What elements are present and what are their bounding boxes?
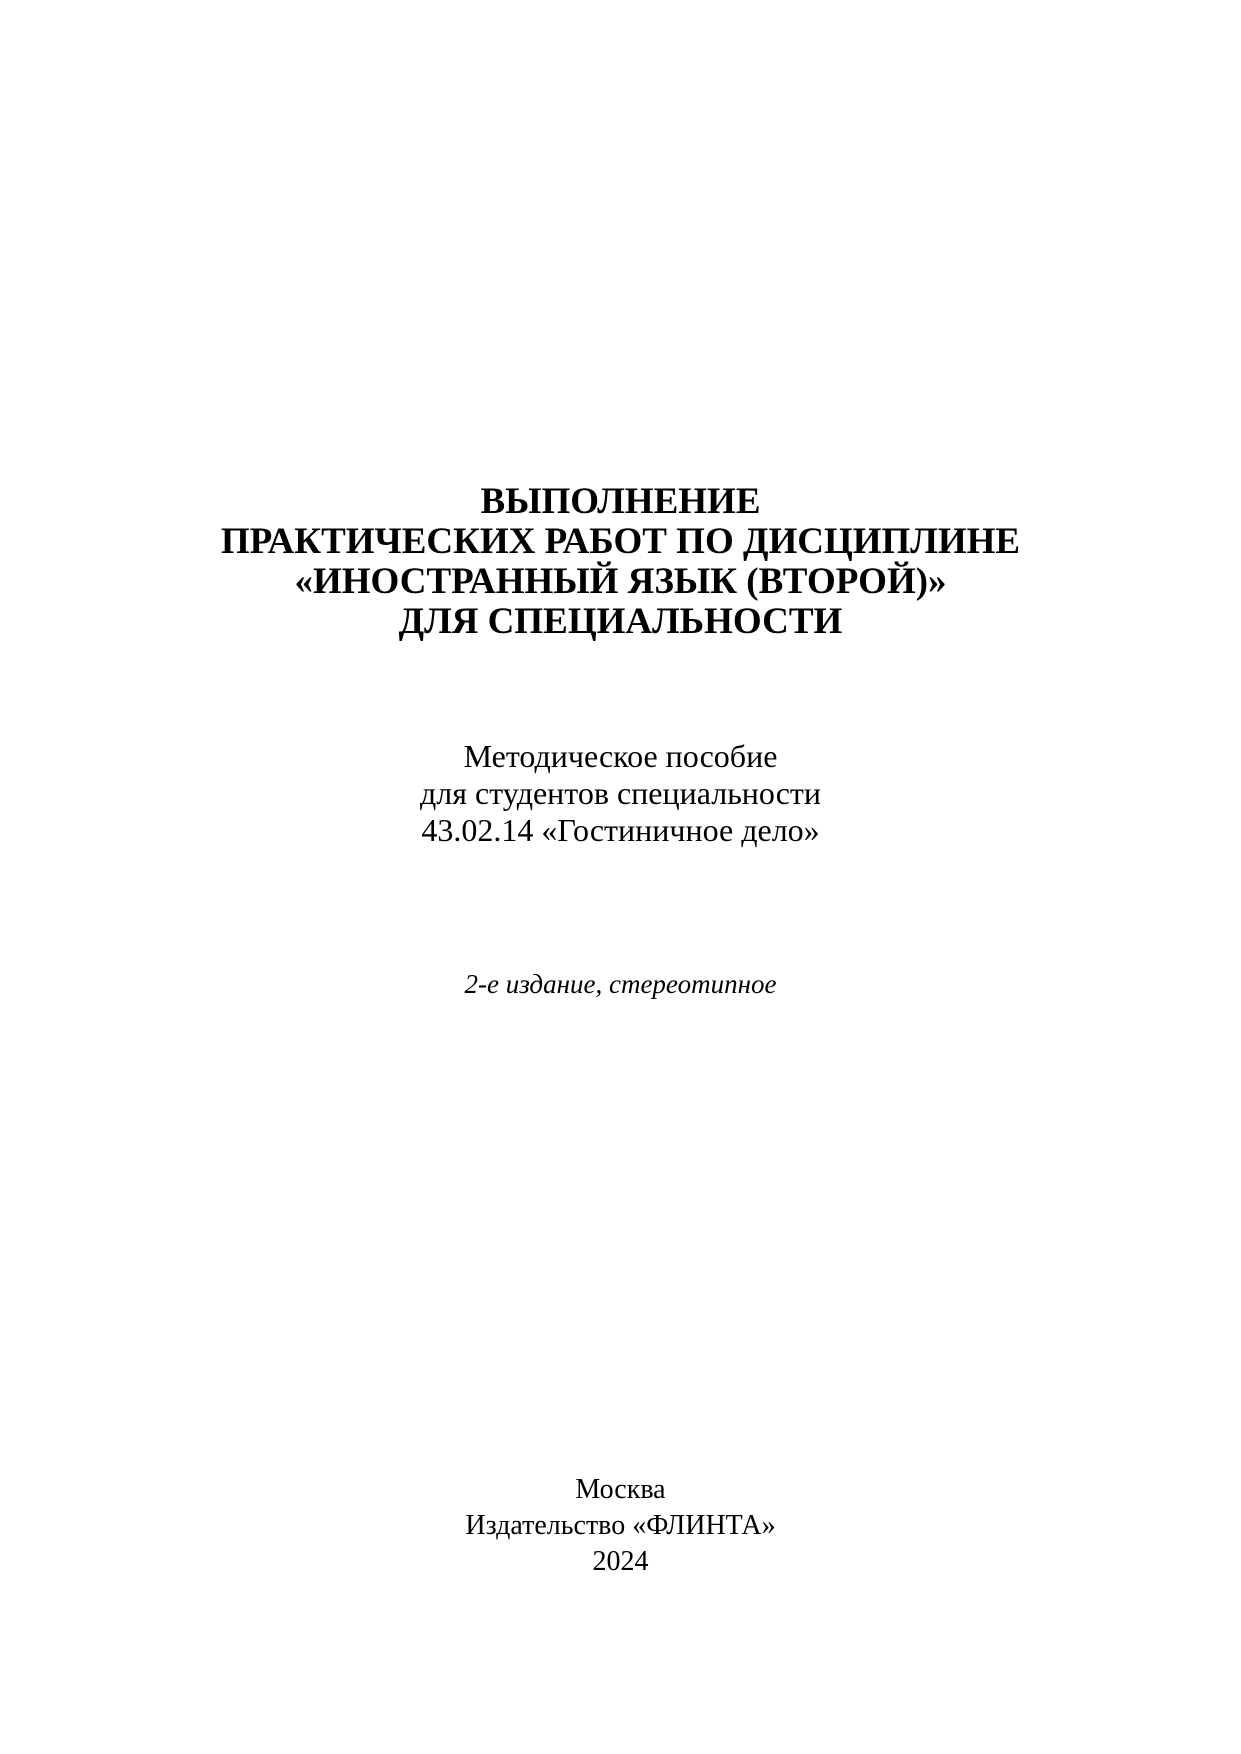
title-line-4: ДЛЯ СПЕЦИАЛЬНОСТИ bbox=[398, 601, 843, 642]
subtitle-line-1: Методическое пособие bbox=[463, 738, 778, 774]
document-subtitle bbox=[0, 738, 1241, 849]
document-title bbox=[0, 482, 1241, 642]
imprint-year: 2024 bbox=[592, 1546, 649, 1577]
subtitle-line-2: для студентов специальности bbox=[419, 775, 822, 811]
imprint-publisher: Издательство «ФЛИНТА» bbox=[465, 1510, 776, 1541]
imprint-city: Москва bbox=[575, 1474, 666, 1505]
subtitle-line-3: 43.02.14 «Гостиничное дело» bbox=[421, 812, 820, 848]
imprint bbox=[0, 1472, 1241, 1580]
title-line-3: «ИНОСТРАННЫЙ ЯЗЫК (ВТОРОЙ)» bbox=[294, 561, 947, 602]
title-line-1: ВЫПОЛНЕНИЕ bbox=[480, 481, 761, 522]
edition-note bbox=[0, 968, 1241, 1000]
title-line-2: ПРАКТИЧЕСКИХ РАБОТ ПО ДИСЦИПЛИНЕ bbox=[220, 521, 1021, 562]
edition-text: 2-е издание, стереотипное bbox=[464, 969, 777, 999]
